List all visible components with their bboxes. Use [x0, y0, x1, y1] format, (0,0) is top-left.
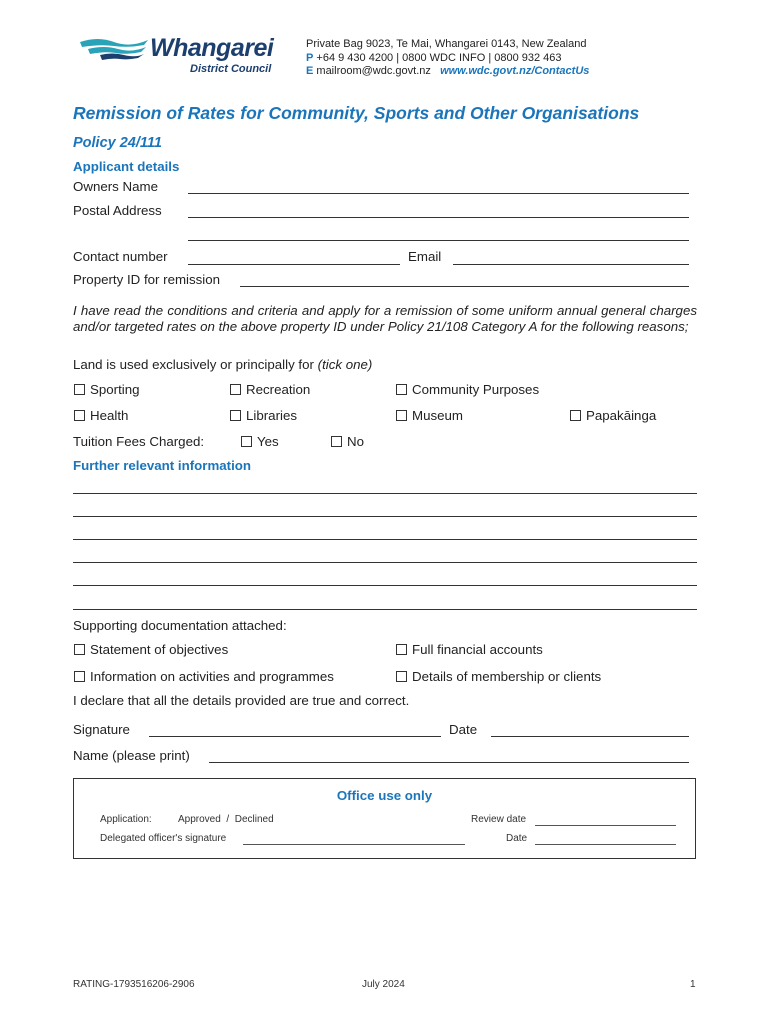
checkbox-sporting[interactable]	[74, 382, 140, 397]
phone-label: P	[306, 51, 314, 64]
checkbox-icon[interactable]	[74, 410, 85, 421]
owners-name-field[interactable]	[188, 193, 689, 194]
checkbox-icon[interactable]	[74, 644, 85, 655]
supporting-heading: Supporting documentation attached:	[73, 618, 287, 633]
phone: +64 9 430 4200 | 0800 WDC INFO | 0800 932 463	[316, 51, 562, 64]
approved-option[interactable]	[178, 814, 274, 825]
option-label: Yes	[257, 434, 279, 449]
option-label: Health	[90, 408, 129, 423]
email-label: E	[306, 65, 314, 77]
checkbox-icon[interactable]	[230, 384, 241, 395]
email-line	[306, 65, 589, 79]
checkbox-icon[interactable]	[331, 436, 342, 447]
checkbox-libraries[interactable]	[230, 408, 297, 423]
delegated-signature-field[interactable]	[243, 844, 465, 845]
logo	[78, 34, 278, 78]
option-label: Papakāinga	[586, 408, 657, 423]
option-label: Sporting	[90, 382, 140, 397]
form-title: Remission of Rates for Community, Sports and Other Organisations	[73, 103, 640, 123]
checkbox-icon[interactable]	[241, 436, 252, 447]
name-print-field[interactable]	[209, 762, 689, 763]
checkbox-tuition-no[interactable]	[331, 434, 364, 449]
checkbox-recreation[interactable]	[230, 382, 310, 397]
policy-number: Policy 24/111	[73, 135, 162, 151]
option-label: Recreation	[246, 382, 311, 397]
slash: /	[226, 814, 230, 825]
tuition-label: Tuition Fees Charged:	[73, 434, 205, 449]
checkbox-icon[interactable]	[570, 410, 581, 421]
office-date-label: Date	[506, 833, 528, 844]
checkbox-icon[interactable]	[74, 671, 85, 682]
contact-number-field[interactable]	[188, 264, 400, 265]
page-number: 1	[690, 979, 696, 990]
contact-block	[306, 38, 589, 79]
email-field[interactable]	[453, 264, 689, 265]
checkbox-icon[interactable]	[396, 384, 407, 395]
signature-label: Signature	[73, 722, 130, 737]
delegated-signature-label: Delegated officer's signature	[100, 833, 227, 844]
owners-name-label: Owners Name	[73, 179, 158, 194]
postal-address-field-1[interactable]	[188, 217, 689, 218]
email-address[interactable]: mailroom@wdc.govt.nz	[316, 65, 431, 77]
logo-subtitle: District Council	[190, 63, 272, 75]
footer-date: July 2024	[362, 979, 405, 990]
checkbox-icon[interactable]	[396, 671, 407, 682]
further-info-line-5[interactable]	[73, 585, 697, 586]
logo-wave-icon	[78, 34, 150, 64]
option-label: Details of membership or clients	[412, 669, 602, 684]
further-info-line-2[interactable]	[73, 516, 697, 517]
office-date-field[interactable]	[535, 844, 676, 845]
footer-reference: RATING-1793516206-2906	[73, 979, 195, 990]
checkbox-icon[interactable]	[74, 384, 85, 395]
checkbox-activities-programmes[interactable]	[74, 669, 334, 684]
property-id-field[interactable]	[240, 286, 689, 287]
declare-statement: I declare that all the details provided are true and correct.	[73, 693, 410, 708]
applicant-heading: Applicant details	[73, 159, 180, 174]
checkbox-health[interactable]	[74, 408, 128, 423]
option-label: No	[347, 434, 364, 449]
land-use-hint: (tick one)	[317, 357, 373, 372]
declined-label: Declined	[234, 814, 274, 825]
further-info-line-4[interactable]	[73, 562, 697, 563]
application-label: Application:	[100, 814, 152, 825]
review-date-field[interactable]	[535, 825, 676, 826]
email-label-field: Email	[408, 249, 442, 264]
land-use-label: Land is used exclusively or principally for	[73, 357, 314, 372]
approved-label: Approved	[178, 814, 221, 825]
checkbox-community-purposes[interactable]	[396, 382, 539, 397]
further-info-line-3[interactable]	[73, 539, 697, 540]
checkbox-icon[interactable]	[396, 410, 407, 421]
further-info-line-1[interactable]	[73, 493, 697, 494]
checkbox-membership-clients[interactable]	[396, 669, 601, 684]
checkbox-icon[interactable]	[230, 410, 241, 421]
phone-line	[306, 52, 589, 66]
office-use-heading: Office use only	[336, 788, 433, 803]
declaration-paragraph: I have read the conditions and criteria and apply for a remission of some uniform annual general charges and/or targeted rates on the above property ID under Policy 21/108 Category A for the following reasons;	[73, 303, 697, 334]
date-field[interactable]	[491, 736, 689, 737]
option-label: Community Purposes	[412, 382, 540, 397]
option-label: Museum	[412, 408, 463, 423]
option-label: Statement of objectives	[90, 642, 229, 657]
date-label: Date	[449, 722, 478, 737]
further-info-line-6[interactable]	[73, 609, 697, 610]
property-id-label: Property ID for remission	[73, 272, 221, 287]
option-label: Information on activities and programmes	[90, 669, 334, 684]
postal-address-label: Postal Address	[73, 203, 162, 218]
checkbox-tuition-yes[interactable]	[241, 434, 279, 449]
option-label: Full financial accounts	[412, 642, 543, 657]
name-print-label: Name (please print)	[73, 748, 190, 763]
checkbox-icon[interactable]	[396, 644, 407, 655]
checkbox-museum[interactable]	[396, 408, 463, 423]
logo-name: Whangarei	[150, 34, 274, 62]
review-date-label: Review date	[471, 814, 527, 825]
office-use-box	[73, 778, 696, 859]
checkbox-statement-objectives[interactable]	[74, 642, 228, 657]
address: Private Bag 9023, Te Mai, Whangarei 0143, New Zealand	[306, 38, 587, 50]
signature-field[interactable]	[149, 736, 441, 737]
further-info-heading: Further relevant information	[73, 458, 252, 473]
checkbox-papakainga[interactable]	[570, 408, 656, 423]
option-label: Libraries	[246, 408, 297, 423]
website-link[interactable]: www.wdc.govt.nz/ContactUs	[440, 65, 590, 77]
land-use-line	[73, 357, 372, 372]
checkbox-financial-accounts[interactable]	[396, 642, 543, 657]
postal-address-field-2[interactable]	[188, 240, 689, 241]
contact-number-label: Contact number	[73, 249, 168, 264]
